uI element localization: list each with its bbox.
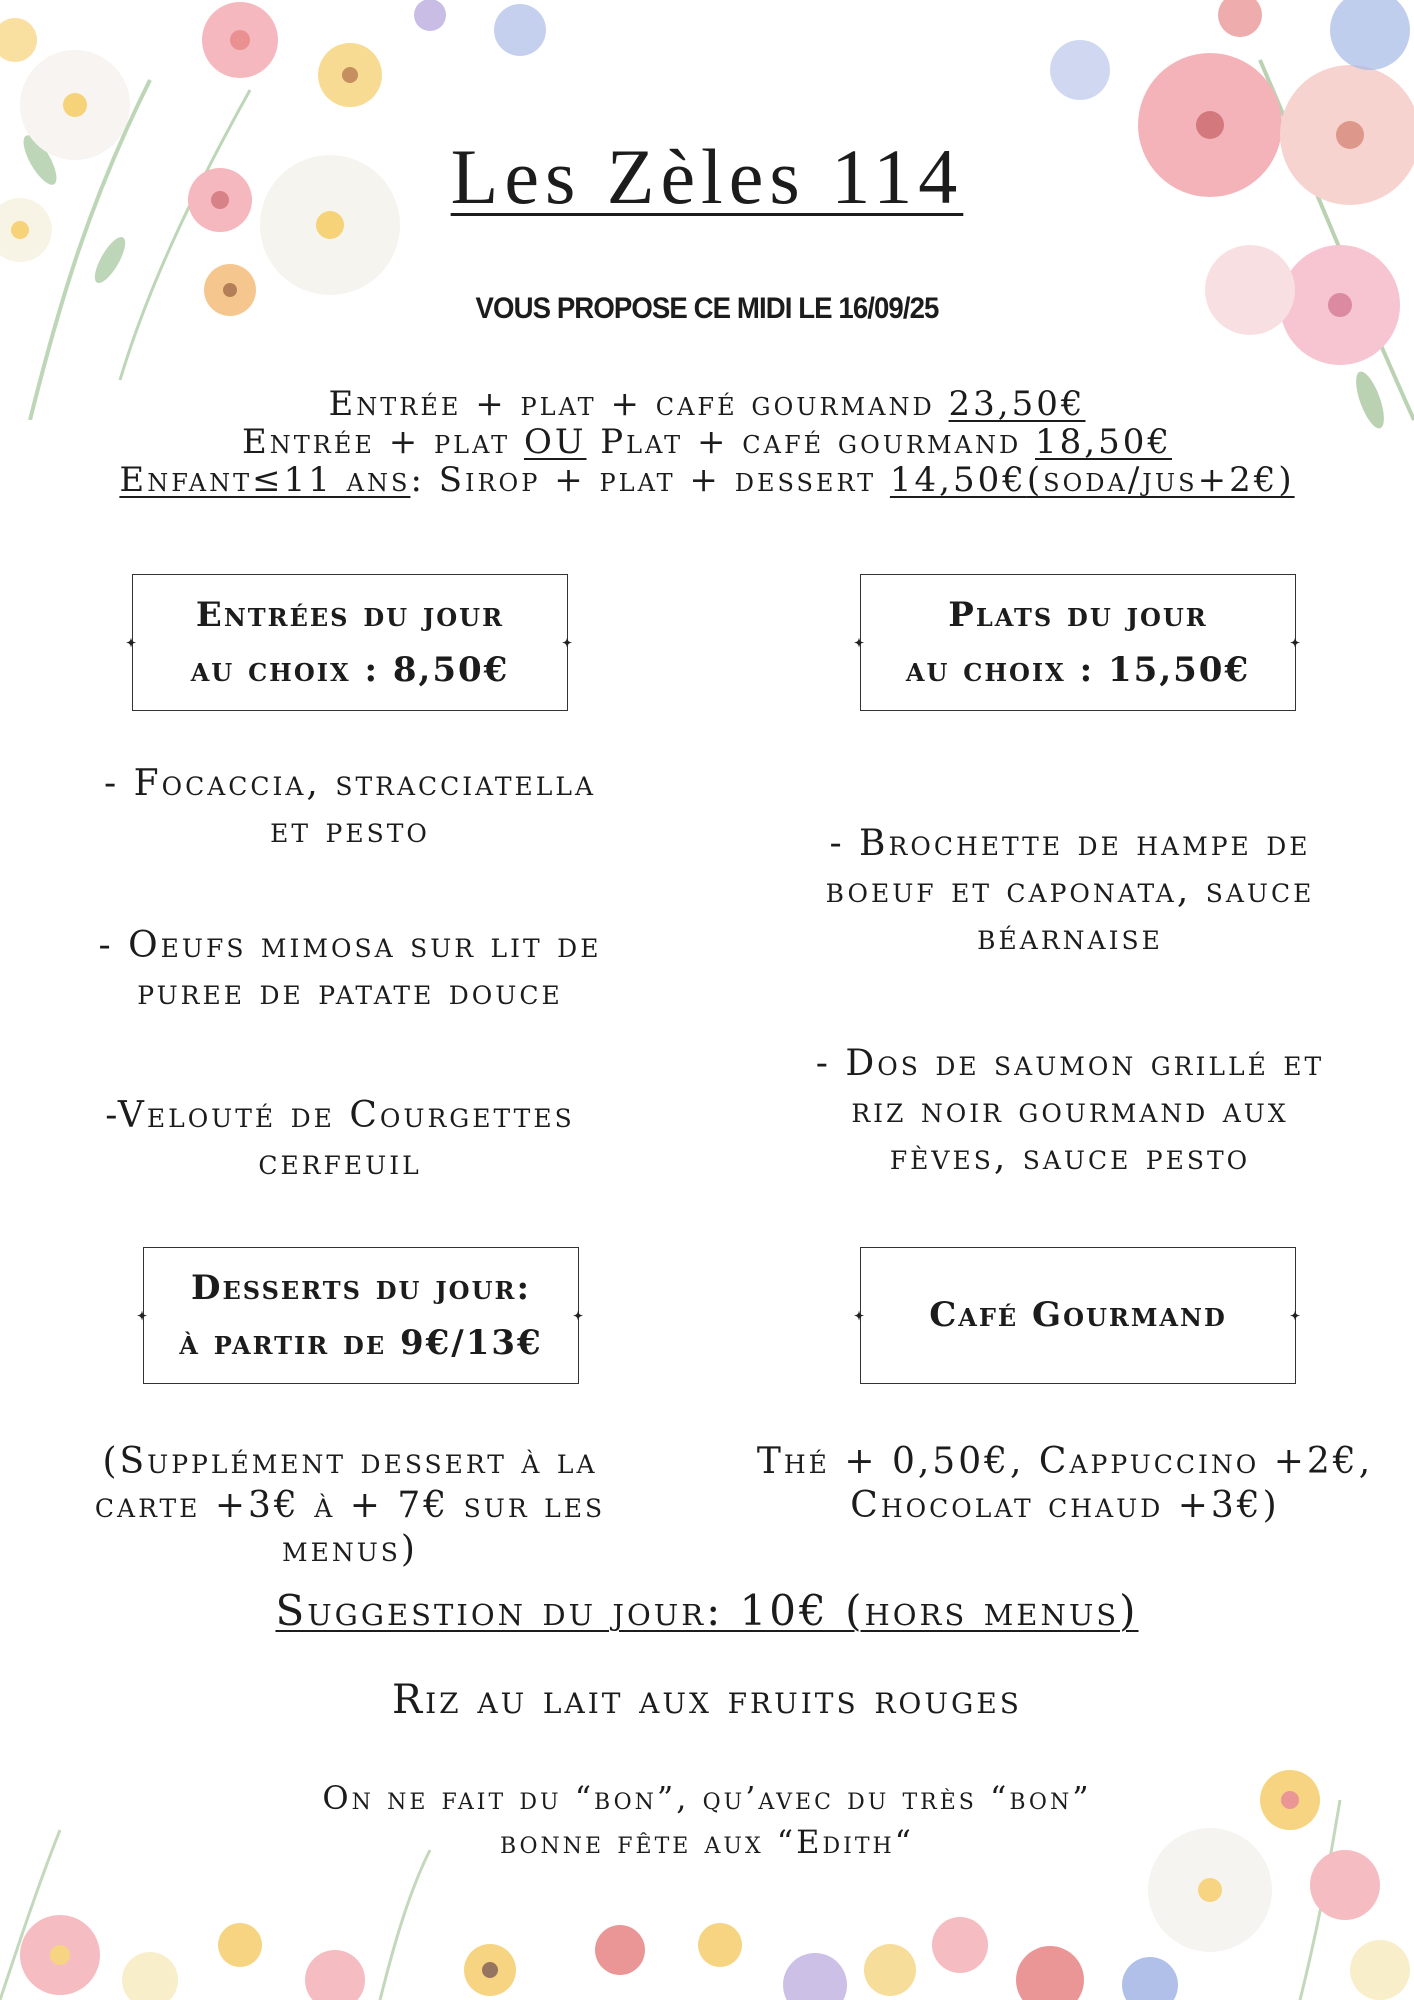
entree-item: -Velouté de Courgettes cerfeuil — [105, 1095, 575, 1183]
sparkle-icon — [854, 1310, 866, 1322]
entree-item: - Oeufs mimosa sur lit de puree de patate douce — [98, 925, 602, 1013]
formula-full: Entrée + plat + café gourmand 23,50€ — [328, 384, 1086, 424]
suggestion-heading: Suggestion du jour: 10€ (hors menus) — [275, 1586, 1139, 1635]
sparkle-icon — [137, 1310, 149, 1322]
cafe-title: Café Gourmand — [929, 1295, 1227, 1336]
plats-price: au choix : 15,50€ — [905, 649, 1251, 690]
plats-header-box — [860, 574, 1296, 711]
suggestion-dish: Riz au lait aux fruits rouges — [392, 1677, 1022, 1723]
entrees-header-box — [132, 574, 568, 711]
dessert-supplement-note: (Supplément dessert à la carte +3€ à + 7€ sur les menus) — [94, 1441, 606, 1570]
sparkle-icon — [562, 637, 574, 649]
footer-tagline: On ne fait du “bon”, qu’avec du très “bon” — [322, 1779, 1092, 1817]
desserts-header-box — [143, 1247, 579, 1384]
desserts-price: à partir de 9€/13€ — [179, 1322, 543, 1363]
entrees-price: au choix : 8,50€ — [190, 649, 510, 690]
sparkle-icon — [1290, 637, 1302, 649]
cafe-options-note: Thé + 0,50€, Cappuccino +2€, Chocolat chaud +3€) — [756, 1441, 1374, 1526]
sparkle-icon — [126, 637, 138, 649]
cafe-header-box — [860, 1247, 1296, 1384]
formula-two-courses: Entrée + plat OU Plat + café gourmand 18,50€ — [241, 422, 1172, 462]
desserts-title: Desserts du jour: — [190, 1268, 532, 1309]
plat-item: - Brochette de hampe de boeuf et caponata, sauce béarnaise — [825, 823, 1315, 958]
restaurant-title: Les Zèles 114 — [450, 133, 964, 220]
sparkle-icon — [573, 1310, 585, 1322]
entree-item: - Focaccia, stracciatella et pesto — [103, 763, 597, 851]
sparkle-icon — [854, 637, 866, 649]
formula-kids: Enfant≤11 ans: Sirop + plat + dessert 14,50€(soda/jus+2€) — [119, 460, 1295, 500]
plat-item: - Dos de saumon grillé et riz noir gourmand aux fèves, sauce pesto — [815, 1043, 1325, 1178]
entrees-title: Entrées du jour — [195, 595, 505, 636]
sparkle-icon — [1290, 1310, 1302, 1322]
menu-date-subtitle: VOUS PROPOSE CE MIDI LE 16/09/25 — [475, 292, 939, 325]
plats-title: Plats du jour — [948, 595, 1208, 636]
footer-wishes: bonne fête aux “Edith“ — [499, 1823, 915, 1861]
